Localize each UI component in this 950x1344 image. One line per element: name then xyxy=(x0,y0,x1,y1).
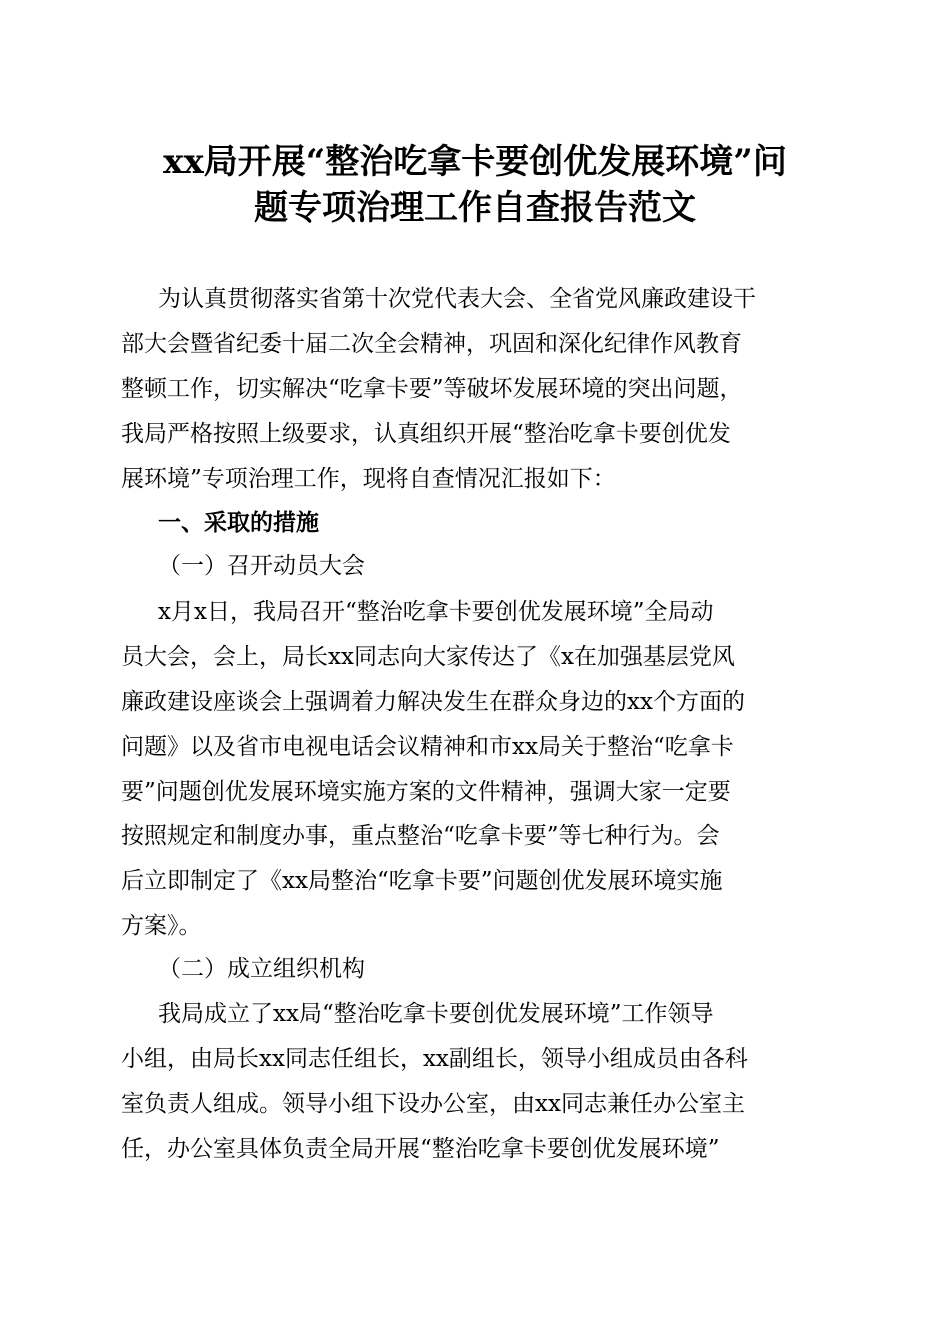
body-line: 我局成立了xx局“整治吃拿卡要创优发展环境”工作领导 xyxy=(158,1001,714,1027)
body-line: 后立即制定了《xx局整治“吃拿卡要”问题创优发展环境实施 xyxy=(121,868,723,894)
document-title-line-2: 题专项治理工作自查报告范文 xyxy=(254,188,696,228)
body-line: 问题》以及省市电视电话会议精神和市xx局关于整治“吃拿卡 xyxy=(121,734,734,760)
body-line: 廉政建设座谈会上强调着力解决发生在群众身边的xx个方面的 xyxy=(121,689,745,715)
intro-line: 部大会暨省纪委十届二次全会精神，巩固和深化纪律作风教育 xyxy=(121,331,742,357)
body-line: 方案》。 xyxy=(121,913,202,939)
intro-line: 为认真贯彻落实省第十次党代表大会、全省党风廉政建设干 xyxy=(158,286,756,312)
document-title-line-1: xx局开展“整治吃拿卡要创优发展环境”问 xyxy=(163,142,787,182)
section-heading: 一、采取的措施 xyxy=(158,510,319,536)
body-line: 按照规定和制度办事，重点整治“吃拿卡要”等七种行为。会 xyxy=(121,823,720,849)
body-line: x月x日，我局召开“整治吃拿卡要创优发展环境”全局动 xyxy=(158,599,714,625)
subsection-heading: （一）召开动员大会 xyxy=(158,553,365,579)
intro-line: 我局严格按照上级要求，认真组织开展“整治吃拿卡要创优发 xyxy=(121,421,731,447)
body-line: 室负责人组成。领导小组下设办公室，由xx同志兼任办公室主 xyxy=(121,1091,745,1117)
intro-line: 展环境”专项治理工作，现将自查情况汇报如下： xyxy=(121,466,616,492)
subsection-heading: （二）成立组织机构 xyxy=(158,956,365,982)
body-line: 任，办公室具体负责全局开展“整治吃拿卡要创优发展环境” xyxy=(121,1136,720,1162)
body-line: 小组，由局长xx同志任组长，xx副组长，领导小组成员由各科 xyxy=(121,1046,748,1072)
body-line: 要”问题创优发展环境实施方案的文件精神，强调大家一定要 xyxy=(121,779,731,805)
body-line: 员大会，会上，局长xx同志向大家传达了《x在加强基层党风 xyxy=(121,644,735,670)
intro-line: 整顿工作，切实解决“吃拿卡要”等破坏发展环境的突出问题， xyxy=(121,376,743,402)
